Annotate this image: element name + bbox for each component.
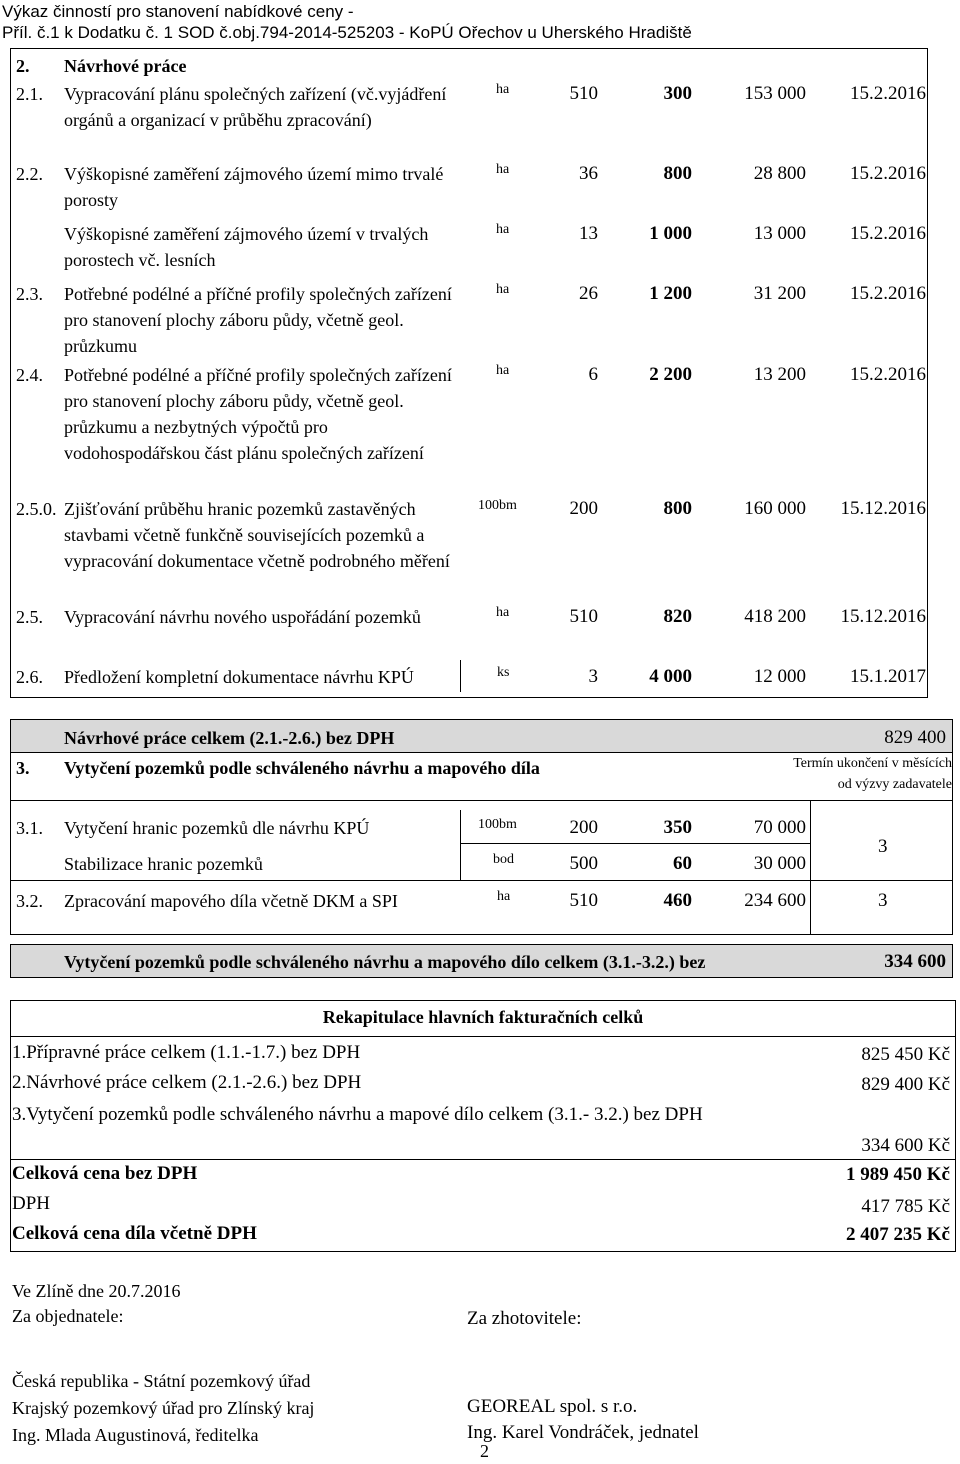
row-number: 2.6.	[16, 667, 43, 687]
row-unit: ks	[497, 665, 510, 680]
table-divider	[10, 800, 953, 801]
row-unit: bod	[493, 852, 514, 867]
row-number: 2.3.	[16, 284, 43, 304]
row-quantity: 500	[569, 853, 598, 874]
table-border-left	[10, 753, 11, 801]
row-unit-price: 350	[663, 817, 692, 838]
recap-divider	[10, 1036, 956, 1037]
row-quantity: 6	[588, 364, 598, 385]
row-description: Vytyčení hranic pozemků dle návrhu KPÚ	[64, 818, 370, 838]
row-unit: ha	[496, 222, 510, 237]
contractor-name-line1: GEOREAL spol. s r.o.	[467, 1396, 638, 1417]
recap-label: DPH	[12, 1193, 51, 1214]
row-total: 418 200	[744, 606, 806, 627]
row-quantity: 200	[569, 817, 598, 838]
row-number: 2.1.	[16, 84, 43, 104]
recap-value: 417 785 Kč	[861, 1196, 950, 1217]
row-unit-price: 300	[663, 83, 692, 104]
row-divider	[10, 880, 953, 881]
row-unit-price: 60	[673, 853, 692, 874]
row-total: 70 000	[753, 817, 806, 838]
deadline-header-line2: od výzvy zadavatele	[837, 777, 952, 792]
merged-months-value: 3	[878, 836, 888, 857]
row-quantity: 36	[579, 163, 598, 184]
table-border-right	[952, 800, 953, 935]
row-total: 31 200	[753, 283, 806, 304]
row-unit-price: 820	[663, 606, 692, 627]
row-unit: ha	[496, 82, 510, 97]
recap-divider	[10, 1159, 956, 1160]
row-quantity: 200	[569, 498, 598, 519]
row-total: 28 800	[753, 163, 806, 184]
recap-label: 2.Návrhové práce celkem (2.1.-2.6.) bez DPH	[12, 1072, 362, 1093]
contractor-name-line2: Ing. Karel Vondráček, jednatel	[467, 1422, 699, 1443]
row-unit: ha	[496, 363, 510, 378]
row-total: 13 000	[753, 223, 806, 244]
row-description: Potřebné podélné a příčné profily společných zařízení pro stanovení plochy záboru půdy, včetně geol. průzkumu a nezbytných výpočtů pro vodohospodářskou část plánu společných zařízení	[64, 365, 452, 463]
row-quantity: 26	[579, 283, 598, 304]
page-number: 2	[480, 1441, 489, 1461]
row-quantity: 13	[579, 223, 598, 244]
document-title-line2: Příl. č.1 k Dodatku č. 1 SOD č.obj.794-2014-525203 - KoPÚ Ořechov u Uherského Hradiště	[2, 23, 692, 42]
row-total: 234 600	[744, 890, 806, 911]
row-total: 30 000	[753, 853, 806, 874]
row-unit-price: 1 000	[649, 223, 692, 244]
row-description: Výškopisné zaměření zájmového území v trvalých porostech vč. lesních	[64, 224, 429, 270]
row-description: Potřebné podélné a příčné profily společných zařízení pro stanovení plochy záboru půdy, včetně geol. průzkumu	[64, 284, 452, 356]
section-2-total-label-text: Návrhové práce celkem (2.1.-2.6.) bez DPH	[64, 728, 395, 748]
section-2-number: 2.	[16, 56, 30, 76]
row-unit: ha	[496, 162, 510, 177]
row-description: Předložení kompletní dokumentace návrhu KPÚ	[64, 667, 414, 687]
row-unit: ha	[496, 282, 510, 297]
document-title-line1: Výkaz činností pro stanovení nabídkové ceny -	[2, 2, 354, 21]
place-date: Ve Zlíně dne 20.7.2016	[12, 1281, 181, 1301]
contractor-label: Za zhotovitele:	[467, 1308, 582, 1329]
row-unit-price: 4 000	[649, 666, 692, 687]
row-description: Zjišťování průběhu hranic pozemků zastavěných stavbami včetně funkčně souvisejících pozemků a vypracování dokumentace včetně podrobného měření	[64, 499, 450, 571]
section-3-number: 3.	[16, 758, 30, 778]
row-number: 2.2.	[16, 164, 43, 184]
row-total: 13 200	[753, 364, 806, 385]
row-date: 15.2.2016	[850, 364, 926, 385]
recap-title: Rekapitulace hlavních fakturačních celků	[322, 1007, 644, 1027]
table-border-bottom	[10, 697, 928, 698]
section-3-total-value: 334 600	[884, 951, 946, 972]
table-border-left	[10, 48, 11, 698]
row-unit: 100bm	[478, 817, 517, 832]
table-border-top	[10, 48, 928, 49]
row-description: Zpracování mapového díla včetně DKM a SPI	[64, 891, 398, 911]
row-total: 12 000	[753, 666, 806, 687]
row-quantity: 3	[588, 666, 598, 687]
recap-value: 334 600 Kč	[861, 1135, 950, 1156]
recap-value: 829 400 Kč	[861, 1074, 950, 1095]
row-months: 3	[878, 890, 888, 911]
row-quantity: 510	[569, 83, 598, 104]
client-name-line2: Krajský pozemkový úřad pro Zlínský kraj	[12, 1398, 315, 1418]
row-date: 15.2.2016	[850, 223, 926, 244]
recap-label: 3.Vytyčení pozemků podle schváleného návrhu a mapové dílo celkem (3.1.- 3.2.) bez DPH	[12, 1104, 703, 1125]
row-total: 160 000	[744, 498, 806, 519]
row-description: Stabilizace hranic pozemků	[64, 854, 263, 874]
table-border-bottom	[10, 934, 953, 935]
row-date: 15.12.2016	[840, 498, 926, 519]
cell-divider	[460, 810, 461, 880]
cell-divider	[460, 660, 461, 692]
row-number: 3.2.	[16, 891, 43, 911]
section-2-total-label	[64, 725, 394, 751]
row-unit-price: 2 200	[649, 364, 692, 385]
table-border-right	[927, 48, 928, 698]
section-3-title: Vytyčení pozemků podle schváleného návrhu a mapového díla	[64, 758, 540, 778]
section-2-title: Návrhové práce	[64, 56, 187, 76]
recap-label: 1.Přípravné práce celkem (1.1.-1.7.) bez DPH	[12, 1042, 361, 1063]
row-unit: ha	[496, 605, 510, 620]
recap-value: 825 450 Kč	[861, 1044, 950, 1065]
row-date: 15.2.2016	[850, 163, 926, 184]
table-border-left	[10, 800, 11, 935]
recap-value: 1 989 450 Kč	[846, 1164, 950, 1185]
months-column-divider	[810, 800, 811, 935]
deadline-header-line1: Termín ukončení v měsících	[793, 756, 952, 771]
recap-label: Celková cena bez DPH	[12, 1163, 198, 1184]
row-unit-price: 1 200	[649, 283, 692, 304]
row-unit-price: 800	[663, 498, 692, 519]
row-unit: 100bm	[478, 498, 517, 513]
section-3-total-label: Vytyčení pozemků podle schváleného návrhu a mapového dílo celkem (3.1.-3.2.) bez	[64, 952, 706, 972]
row-quantity: 510	[569, 890, 598, 911]
row-number: 2.4.	[16, 365, 43, 385]
row-date: 15.12.2016	[840, 606, 926, 627]
row-quantity: 510	[569, 606, 598, 627]
row-unit-price: 800	[663, 163, 692, 184]
row-date: 15.2.2016	[850, 283, 926, 304]
row-unit: ha	[497, 889, 511, 904]
section-2-total-value: 829 400	[884, 727, 946, 748]
row-unit-price: 460	[663, 890, 692, 911]
row-description: Vypracování plánu společných zařízení (vč.vyjádření orgánů a organizací v průběhu zpracování)	[64, 84, 447, 130]
client-label: Za objednatele:	[12, 1306, 124, 1326]
table-border-right	[952, 753, 953, 801]
row-description: Výškopisné zaměření zájmového území mimo trvalé porosty	[64, 164, 444, 210]
client-name-line3: Ing. Mlada Augustinová, ředitelka	[12, 1425, 259, 1445]
client-name-line1: Česká republika - Státní pozemkový úřad	[12, 1371, 311, 1391]
row-number: 2.5.0.	[16, 499, 57, 519]
row-divider	[460, 843, 810, 844]
row-number: 3.1.	[16, 818, 43, 838]
recap-label: Celková cena díla včetně DPH	[12, 1223, 257, 1244]
row-total: 153 000	[744, 83, 806, 104]
row-number: 2.5.	[16, 607, 43, 627]
row-date: 15.2.2016	[850, 83, 926, 104]
row-date: 15.1.2017	[850, 666, 926, 687]
row-description: Vypracování návrhu nového uspořádání pozemků	[64, 607, 421, 627]
recap-value: 2 407 235 Kč	[846, 1224, 950, 1245]
